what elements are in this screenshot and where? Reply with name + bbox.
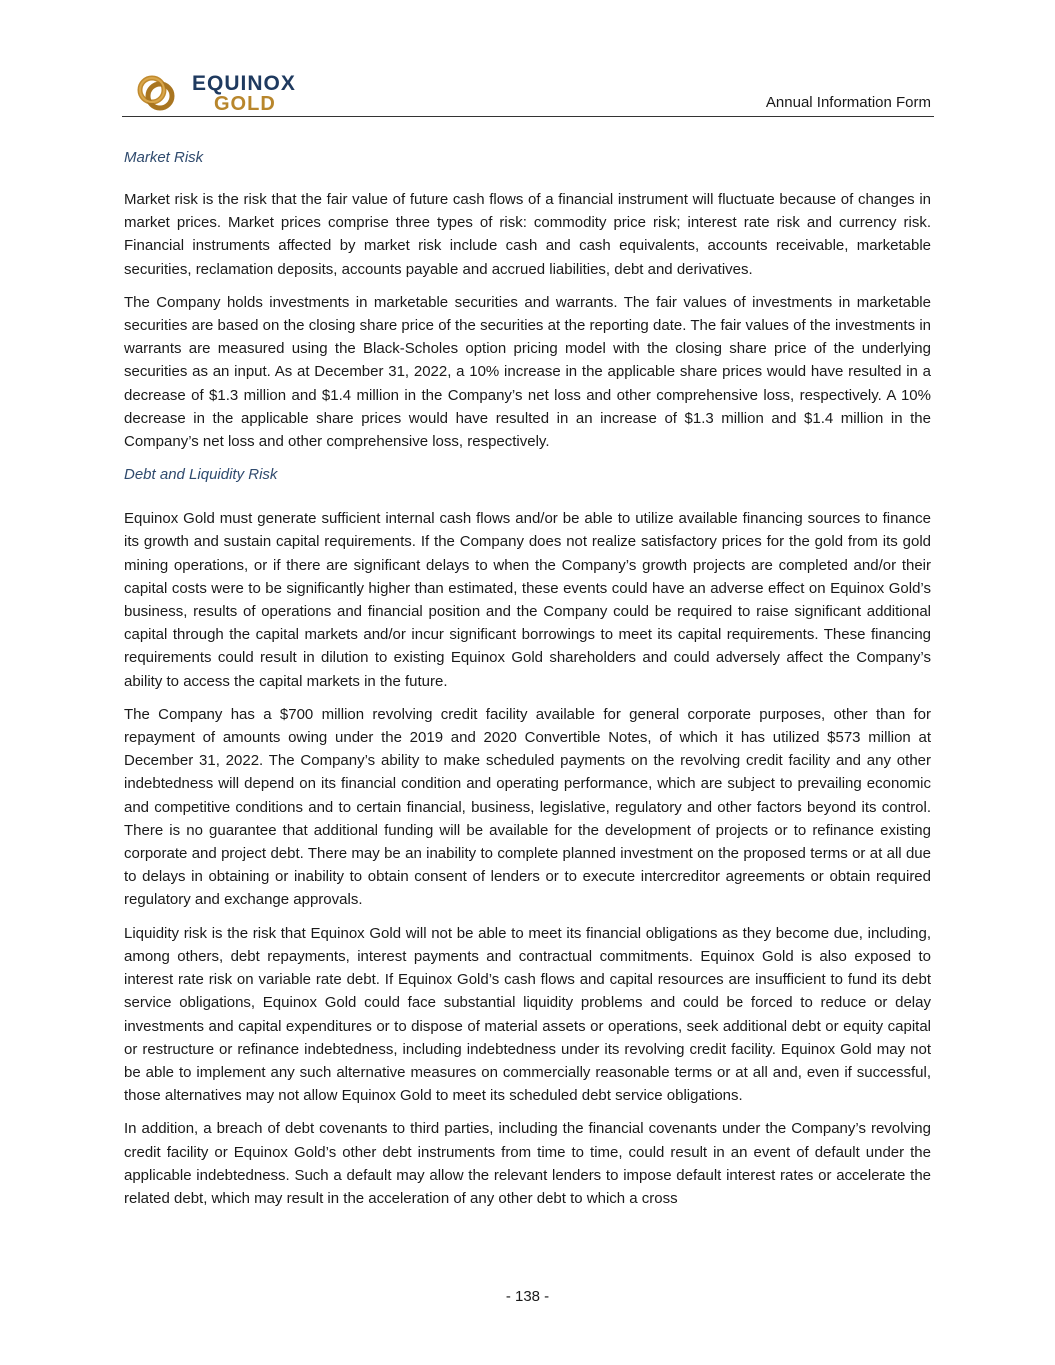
section-heading-market-risk: Market Risk	[124, 149, 204, 166]
document-title: Annual Information Form	[765, 94, 931, 111]
page-content	[124, 148, 931, 1220]
paragraph: Equinox Gold must generate sufficient internal cash flows and/or be able to utilize available financing sources to finance its growth and sustain capital requirements. If the Company does not realize satisfactory prices for the gold from its gold mining operations, or if there are significant delays to when the Company’s growth projects are completed and/or their capital costs were to be significantly higher than estimated, these events could have an adverse effect on Equinox Gold’s business, results of operations and financial position and the Company could be required to raise significant additional capital through the capital markets and/or incur significant borrowings to meet its capital requirements. These financing requirements could result in dilution to existing Equinox Gold shareholders and could adversely affect the Company’s ability to access the capital markets in the future.	[124, 510, 931, 690]
logo-text-equinox: EQUINOX	[192, 72, 296, 95]
page-number: - 138 -	[505, 1288, 550, 1305]
logo-text-gold: GOLD	[214, 93, 276, 115]
paragraph: The Company holds investments in marketable securities and warrants. The fair values of investments in marketable securities are based on the closing share price of the securities at the reporting date. The fair values of the investments in warrants are measured using the Black-Scholes option pricing model with the closing share price of the underlying securities as an input. As at December 31, 2022, a 10% increase in the applicable share prices would have resulted in a decrease of $1.3 million and $1.4 million in the Company’s net loss and other comprehensive loss, respectively. A 10% decrease in the applicable share prices would have resulted in an increase of $1.3 million and $1.4 million in the Company’s net loss and other comprehensive loss, respectively.	[124, 293, 931, 451]
paragraph: Liquidity risk is the risk that Equinox Gold will not be able to meet its financial obligations as they become due, including, among others, debt repayments, interest payments and contractual commitments. Equinox Gold is also exposed to interest rate risk on variable rate debt. If Equinox Gold’s cash flows and capital resources are insufficient to fund its debt service obligations, Equinox Gold could face substantial liquidity problems and could be forced to reduce or delay investments and capital expenditures or to dispose of material assets or operations, seek additional debt or equity capital or restructure or refinance indebtedness, including indebtedness under its revolving credit facility. Equinox Gold may not be able to implement any such alternative measures on commercially reasonable terms or at all and, even if successful, those alternatives may not allow Equinox Gold to meet its scheduled debt service obligations.	[124, 924, 931, 1105]
paragraph: In addition, a breach of debt covenants to third parties, including the financial covenants under the Company’s revolving credit facility or Equinox Gold’s other debt instruments from time to time, could result in an event of default under the applicable indebtedness. Such a default may allow the relevant lenders to impose default interest rates or accelerate the related debt, which may result in the acceleration of any other debt to which a cross	[124, 1120, 931, 1207]
paragraph: Market risk is the risk that the fair value of future cash flows of a financial instrument will fluctuate because of changes in market prices. Market prices comprise three types of risk: commodity price risk; interest rate risk and currency risk. Financial instruments affected by market risk include cash and cash equivalents, accounts receivable, marketable securities, reclamation deposits, accounts payable and accrued liabilities, debt and derivatives.	[124, 191, 931, 278]
paragraph: The Company has a $700 million revolving credit facility available for general corporate purposes, other than for repayment of amounts owing under the 2019 and 2020 Convertible Notes, of which it has utilized $573 million at December 31, 2022. The Company’s ability to make scheduled payments on the revolving credit facility and any other indebtedness will depend on its financial condition and operating performance, which are subject to prevailing economic and competitive conditions and to certain financial, business, legislative, regulatory and other factors beyond its control. There is no guarantee that additional funding will be available for the development of projects or to refinance existing corporate and project debt. There may be an inability to complete planned investment on the proposed terms or at all due to delays in obtaining or inability to obtain consent of lenders or to execute intercreditor agreements or obtain required regulatory and exchange approvals.	[124, 705, 931, 909]
page-header	[122, 68, 934, 117]
equinox-gold-logo	[132, 71, 302, 115]
section-heading-debt-liquidity-risk: Debt and Liquidity Risk	[124, 466, 278, 484]
logo-rings-icon	[132, 71, 184, 115]
